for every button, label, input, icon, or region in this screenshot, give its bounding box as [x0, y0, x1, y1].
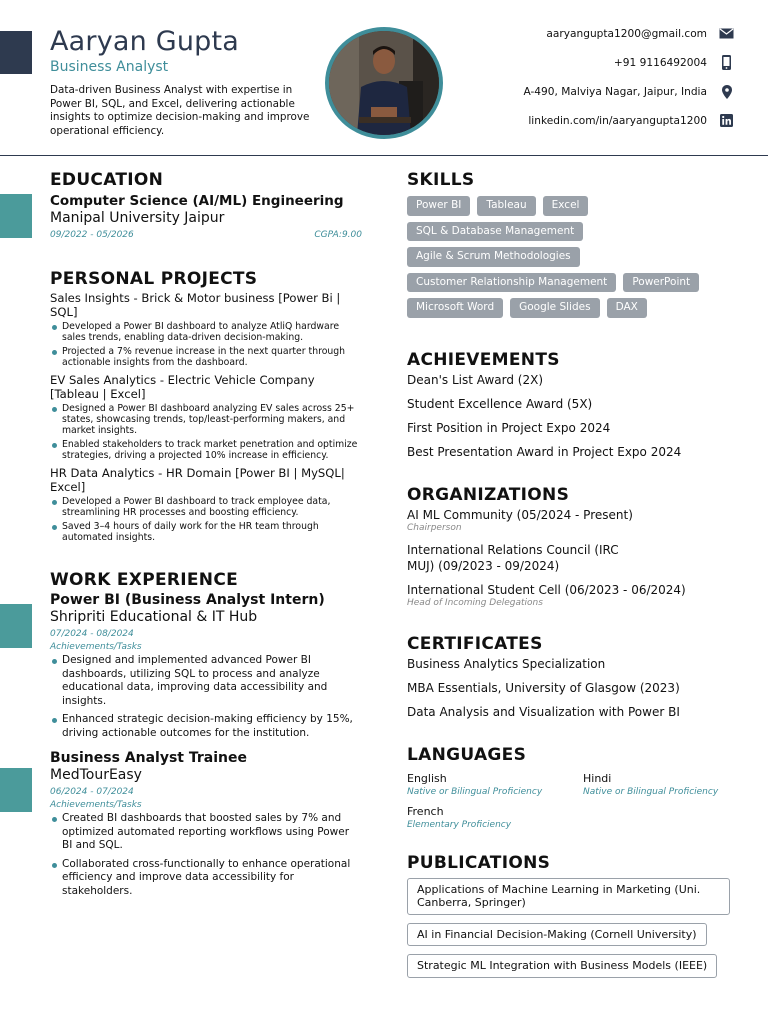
projects-title: PERSONAL PROJECTS	[50, 269, 258, 289]
contact-address-text: A-490, Malviya Nagar, Jaipur, India	[523, 85, 707, 98]
education-school: Manipal University Jaipur	[50, 210, 225, 226]
languages-grid	[407, 772, 733, 838]
project-title: EV Sales Analytics - Electric Vehicle Company [Tableau | Excel]	[50, 373, 315, 401]
list-item: Created BI dashboards that boosted sales by 7% and optimized automated reporting workflows using Power BI and SQL.	[50, 812, 362, 853]
job-tasks-label: Achievements/Tasks	[50, 800, 142, 810]
language-name: French	[407, 804, 444, 818]
certificate-item: MBA Essentials, University of Glasgow (2023)	[407, 680, 680, 695]
list-item: Developed a Power BI dashboard to analyze AtliQ hardware sales trends, enabling data-driven decision-making.	[50, 321, 362, 343]
project-title: Sales Insights - Brick & Motor business [Power Bi | SQL]	[50, 291, 341, 319]
skill-tag: Microsoft Word	[407, 298, 503, 318]
education-dates: 09/2022 - 05/2026	[50, 230, 134, 240]
list-item: Projected a 7% revenue increase in the next quarter through actionable insights from the dashboard.	[50, 346, 362, 368]
language-entry	[583, 772, 733, 805]
language-entry	[407, 772, 583, 805]
list-item: Saved 3–4 hours of daily work for the HR team through automated insights.	[50, 521, 362, 543]
job-entry	[50, 750, 362, 898]
languages-section	[407, 744, 733, 838]
job-2-accent-bar	[0, 768, 32, 812]
organizations-section	[407, 484, 733, 609]
education-meta	[50, 230, 362, 240]
job-tasks-label: Achievements/Tasks	[50, 642, 142, 652]
organization-role: Head of Incoming Delegations	[407, 597, 543, 608]
achievement-item: First Position in Project Expo 2024	[407, 420, 611, 435]
job-bullets	[50, 812, 362, 898]
publication-item: AI in Financial Decision-Making (Cornell University)	[407, 923, 707, 947]
achievement-item: Dean's List Award (2X)	[407, 372, 544, 387]
header-divider	[0, 155, 768, 156]
education-cgpa: CGPA:9.00	[314, 230, 362, 240]
location-pin-icon	[719, 84, 734, 99]
language-entry	[407, 805, 583, 838]
right-column	[407, 169, 733, 978]
contact-email-text[interactable]: aaryangupta1200@gmail.com	[546, 27, 707, 40]
education-title: EDUCATION	[50, 170, 164, 190]
skill-tag: Tableau	[477, 196, 535, 216]
achievement-item: Student Excellence Award (5X)	[407, 396, 593, 411]
list-item: Collaborated cross-functionally to enhance operational efficiency and improve data accessibility for stakeholders.	[50, 858, 362, 899]
job-organization: Shripriti Educational & IT Hub	[50, 609, 258, 625]
skills-section	[407, 169, 733, 324]
projects-section	[50, 268, 362, 543]
language-name: English	[407, 771, 447, 785]
job-organization: MedTourEasy	[50, 767, 142, 783]
language-name: Hindi	[583, 771, 612, 785]
achievements-section	[407, 349, 733, 460]
candidate-name: Aaryan Gupta	[50, 26, 240, 57]
contact-address	[434, 84, 734, 99]
organization-name: AI ML Community (05/2024 - Present)	[407, 507, 633, 522]
contact-phone[interactable]	[434, 55, 734, 70]
language-level: Native or Bilingual Proficiency	[407, 786, 543, 797]
skill-tag: SQL & Database Management	[407, 222, 583, 242]
phone-icon	[719, 55, 734, 70]
publication-item: Strategic ML Integration with Business Models (IEEE)	[407, 954, 717, 978]
contact-email[interactable]	[434, 26, 734, 41]
publication-item: Applications of Machine Learning in Marketing (Uni. Canberra, Springer)	[407, 878, 730, 915]
job-entry	[50, 592, 362, 740]
list-item: Enhanced strategic decision-making efficiency by 15%, driving actionable outcomes for the institution.	[50, 713, 362, 740]
job-bullets	[50, 654, 362, 740]
contact-linkedin-text[interactable]: linkedin.com/in/aaryangupta1200	[528, 114, 707, 127]
achievements-title: ACHIEVEMENTS	[407, 349, 560, 370]
languages-title: LANGUAGES	[407, 744, 527, 765]
skill-tag: PowerPoint	[623, 273, 699, 293]
skill-tag: Google Slides	[510, 298, 599, 318]
contact-linkedin[interactable]	[434, 113, 734, 128]
work-title: WORK EXPERIENCE	[50, 570, 239, 590]
list-item: Developed a Power BI dashboard to track employee data, streamlining HR processes and boosting efficiency.	[50, 496, 362, 518]
language-level: Elementary Proficiency	[407, 819, 512, 830]
education-accent-bar	[0, 194, 32, 238]
certificate-item: Data Analysis and Visualization with Power BI	[407, 704, 680, 719]
header-accent-bar	[0, 31, 32, 74]
skill-tag: Excel	[543, 196, 589, 216]
certificate-item: Business Analytics Specialization	[407, 656, 606, 671]
organization-name: International Relations Council (IRC MUJ) (09/2023 - 09/2024)	[407, 542, 619, 573]
list-item: Designed and implemented advanced Power BI dashboards, utilizing SQL to process and analyze educational data, improving data accessibility and insights.	[50, 654, 362, 708]
skill-tag: DAX	[607, 298, 647, 318]
job-title: Business Analyst Trainee	[50, 750, 247, 766]
project-title: HR Data Analytics - HR Domain [Power BI | MySQL| Excel]	[50, 466, 345, 494]
profile-photo	[325, 27, 443, 139]
publications-title: PUBLICATIONS	[407, 852, 551, 873]
left-column	[50, 169, 362, 903]
linkedin-icon	[719, 113, 734, 128]
job-1-accent-bar	[0, 604, 32, 648]
project-bullets	[50, 403, 362, 461]
list-item: Designed a Power BI dashboard analyzing EV sales across 25+ states, showcasing trends, top/least-performing makers, and market insights.	[50, 403, 362, 436]
education-section	[50, 169, 362, 240]
skills-title: SKILLS	[407, 170, 475, 190]
job-dates: 06/2024 - 07/2024	[50, 787, 134, 797]
achievement-item: Best Presentation Award in Project Expo 2024	[407, 444, 682, 459]
project-bullets	[50, 321, 362, 368]
publications-section	[407, 852, 733, 978]
candidate-role: Business Analyst	[50, 59, 169, 75]
job-dates: 07/2024 - 08/2024	[50, 629, 134, 639]
organization-name: International Student Cell (06/2023 - 06/2024)	[407, 582, 686, 597]
project-bullets	[50, 496, 362, 543]
skill-tag: Agile & Scrum Methodologies	[407, 247, 580, 267]
work-section	[50, 569, 362, 898]
skill-tag: Power BI	[407, 196, 470, 216]
organizations-title: ORGANIZATIONS	[407, 484, 570, 505]
certificates-title: CERTIFICATES	[407, 633, 543, 654]
certificates-section	[407, 633, 733, 720]
list-item: Enabled stakeholders to track market penetration and optimize strategies, driving a projected 10% increase in efficiency.	[50, 439, 362, 461]
contact-phone-text[interactable]: +91 9116492004	[613, 56, 707, 69]
skill-tag: Customer Relationship Management	[407, 273, 616, 293]
skills-list	[407, 196, 733, 324]
job-title: Power BI (Business Analyst Intern)	[50, 592, 325, 608]
education-degree: Computer Science (AI/ML) Engineering	[50, 193, 344, 209]
organization-role: Chairperson	[407, 522, 462, 533]
envelope-icon	[719, 26, 734, 41]
language-level: Native or Bilingual Proficiency	[583, 786, 719, 797]
profile-summary: Data-driven Business Analyst with expertise in Power BI, SQL, and Excel, delivering actionable insights to optimize decision-making and improve operational efficiency.	[50, 84, 310, 137]
publications-list	[407, 874, 733, 978]
